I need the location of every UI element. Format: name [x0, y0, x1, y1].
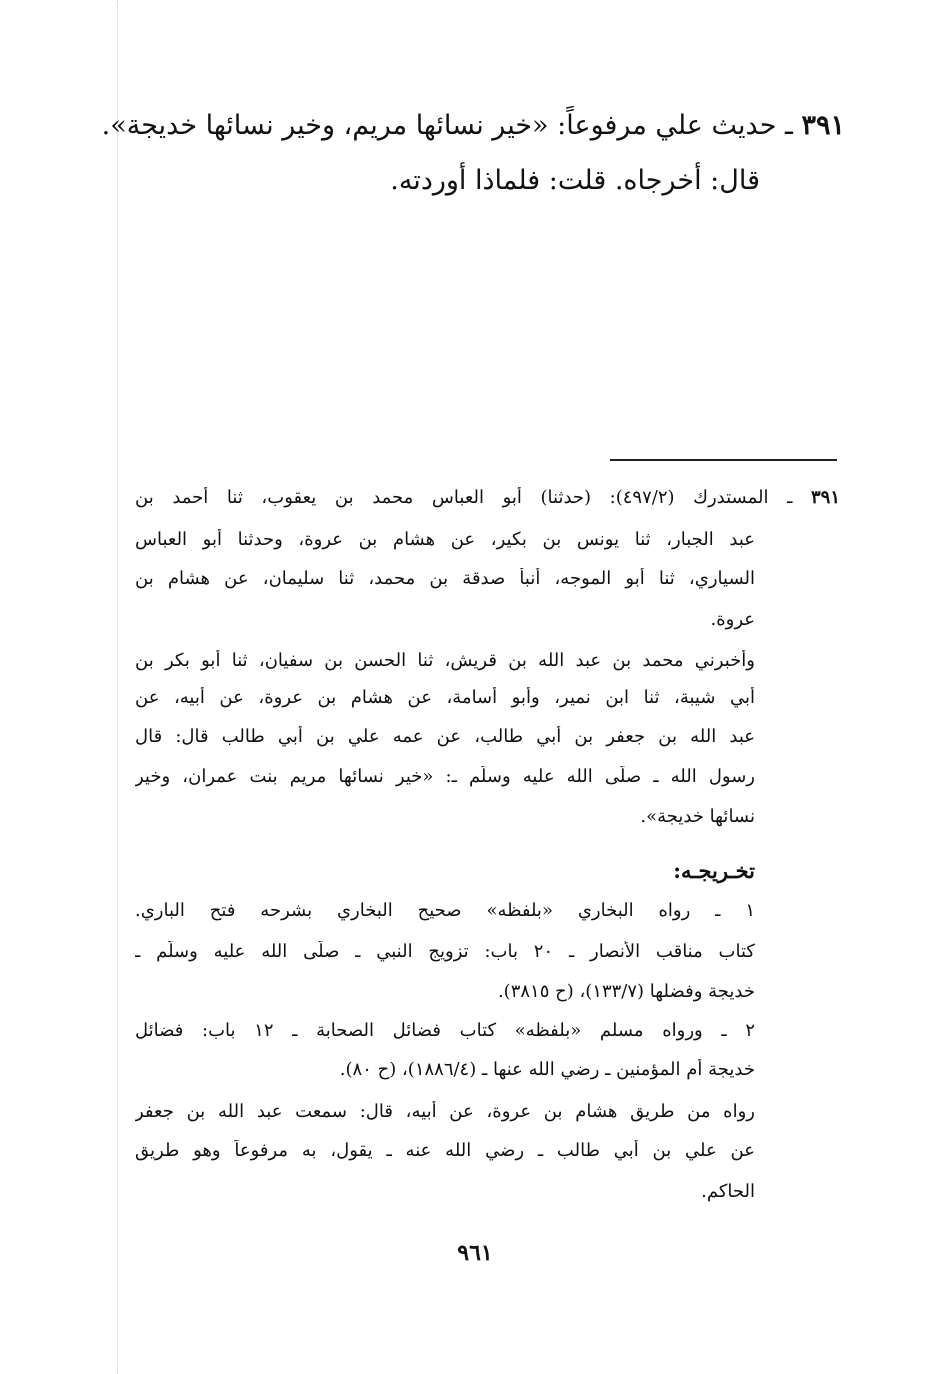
takhrij-line: رواه من طريق هشام بن عروة، عن أبيه، قال: سمعت عبد الله بن جعفر [135, 1101, 755, 1122]
hadith-heading [100, 111, 845, 141]
hadith-text: ـ حديث علي مرفوعاً: «خير نسائها مريم، وخير نسائها خديجة». [101, 110, 793, 141]
takhrij-line: ٢ ـ ورواه مسلم «بلفظه» كتاب فضائل الصحابة ـ ١٢ باب: فضائل [135, 1020, 755, 1041]
footnote-line [135, 487, 840, 509]
takhrij-line: ١ ـ رواه البخاري «بلفظه» صحيح البخاري بشرحه فتح الباري. [135, 900, 755, 921]
binding-margin-line [117, 0, 118, 1374]
footnote-line: وأخبرني محمد بن عبد الله بن قريش، ثنا الحسن بن سفيان، ثنا أبو بكر بن [135, 650, 755, 671]
footnote-separator [610, 459, 837, 461]
footnote-line: رسول الله ـ صلَّى الله عليه وسلَّم ـ: «خير نسائها مريم بنت عمران، وخير [135, 766, 755, 787]
takhrij-heading: تخـريجـه: [673, 858, 755, 883]
footnote-line: عبد الجبار، ثنا يونس بن بكير، عن هشام بن عروة، وحدثنا أبو العباس [135, 529, 755, 550]
footnote-line: أبي شيبة، ثنا ابن نمير، وأبو أسامة، عن هشام بن عروة، عن أبيه، عن [135, 687, 755, 708]
footnote-line: عبد الله بن جعفر بن أبي طالب، عن عمه علي بن أبي طالب قال: قال [135, 726, 755, 747]
takhrij-line: الحاكم. [701, 1181, 755, 1202]
footnote-line: نسائها خديجة». [640, 806, 755, 827]
hadith-number: ٣٩١ [801, 110, 845, 141]
hadith-commentary: قال: أخرجاه. قلت: فلماذا أوردته. [390, 165, 760, 196]
takhrij-line: خديجة أم المؤمنين ـ رضي الله عنها ـ (١٨٨٦/٤)، (ح ٨٠). [339, 1059, 755, 1080]
page-number: ٩٦١ [457, 1240, 493, 1266]
takhrij-line: خديجة وفضلها (١٣٣/٧)، (ح ٣٨١٥). [497, 981, 755, 1002]
footnote-line: السياري، ثنا أبو الموجه، أنبأ صدقة بن محمد، ثنا سليمان، عن هشام بن [135, 568, 755, 589]
footnote-number: ٣٩١ [810, 487, 840, 508]
takhrij-line: عن علي بن أبي طالب ـ رضي الله عنه ـ يقول، به مرفوعاً وهو طريق [135, 1140, 755, 1161]
takhrij-line: كتاب مناقب الأنصار ـ ٢٠ باب: تزويج النبي ـ صلَّى الله عليه وسلَّم ـ [135, 941, 755, 962]
footnote-line: عروة. [710, 609, 755, 630]
footnote-text: ـ المستدرك (٤٩٧/٢): (حدثنا) أبو العباس محمد بن يعقوب، ثنا أحمد بن [135, 487, 793, 508]
